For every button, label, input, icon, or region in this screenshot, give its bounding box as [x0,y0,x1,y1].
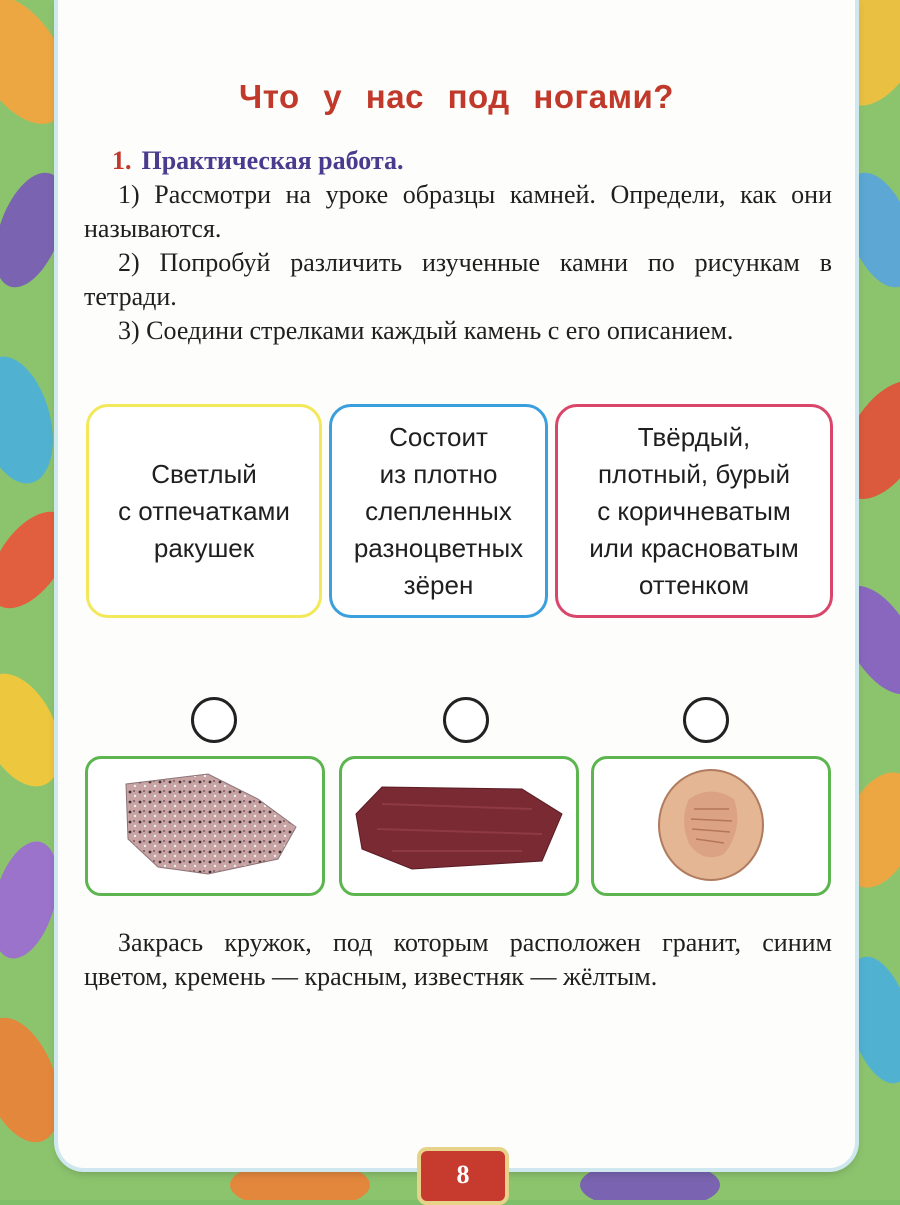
description-text: Твёрдый, плотный, бурый с коричневатым или красноватым оттенком [589,421,799,600]
task-step-2: 2) Попробуй различить изученные камни по рисункам в тетради. [84,248,832,311]
description-box-light-shells[interactable] [86,404,322,618]
limestone-image [594,759,828,893]
description-text: Светлый с отпечатками ракушек [118,458,290,563]
description-box-hard-brown[interactable] [555,404,833,618]
stone-card-flint[interactable] [339,756,579,896]
task-title: Практическая работа. [141,146,404,175]
stone-card-limestone[interactable] [591,756,831,896]
flint-image [342,759,576,893]
task-number: 1. [112,146,132,175]
task-step-1: 1) Рассмотри на уроке образцы камней. Определи, как они называются. [84,180,832,243]
description-text: Состоит из плотно слепленных разноцветных зёрен [353,421,524,600]
description-box-grains[interactable] [329,404,548,618]
color-circle-1[interactable] [191,697,237,743]
color-circle-2[interactable] [443,697,489,743]
page-number: 8 [417,1147,509,1205]
granite-image [88,759,322,893]
task-step-3: 3) Соедини стрелками каждый камень с его описанием. [118,316,734,345]
color-circle-3[interactable] [683,697,729,743]
coloring-instruction: Закрась кружок, под которым расположен гранит, синим цветом, кремень — красным, известняк — жёлтым. [84,928,832,991]
page-title: Что у нас под ногами? [239,78,674,115]
stone-card-granite[interactable] [85,756,325,896]
task-heading [112,146,404,176]
